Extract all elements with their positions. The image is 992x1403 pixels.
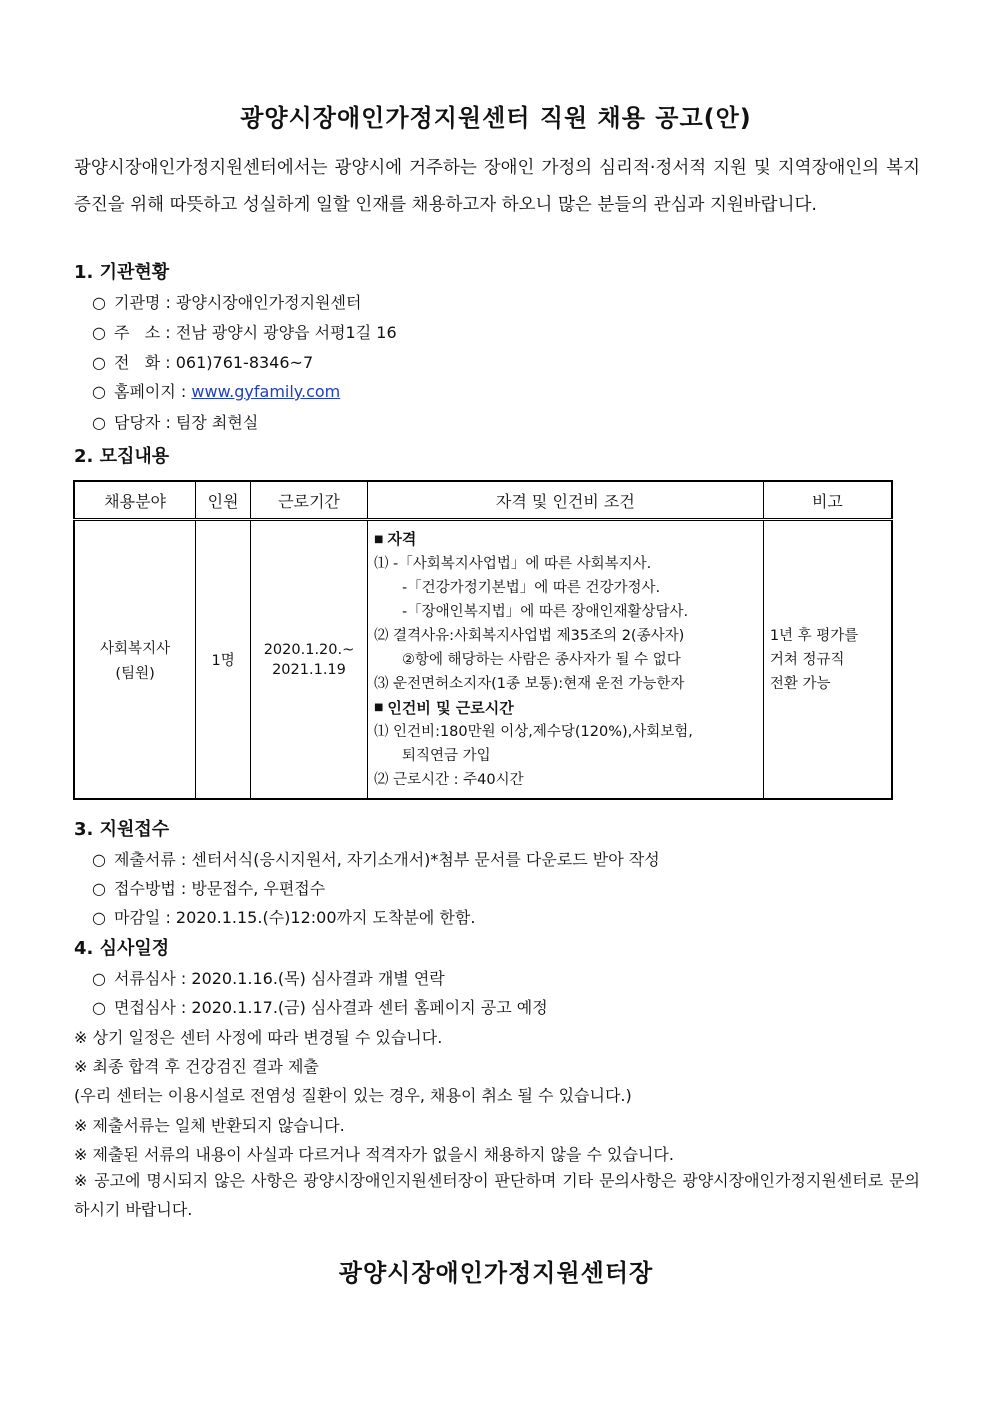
remark-line: 전환 가능 — [769, 675, 831, 692]
apply-docs — [92, 847, 660, 870]
bullet-circle-icon: ○ — [92, 413, 106, 432]
section-review-heading: 4. 심사일정 — [74, 938, 170, 959]
bullet-circle-icon: ○ — [92, 353, 106, 372]
agency-name-text: 기관명 : 광양시장애인가정지원센터 — [114, 293, 362, 312]
agency-phone — [92, 350, 313, 373]
pay-line: ⑵ 근로시간 : 주40시간 — [373, 772, 524, 788]
bullet-circle-icon: ○ — [92, 293, 106, 312]
apply-method-text: 접수방법 : 방문접수, 우편접수 — [114, 879, 326, 898]
header-conditions: 자격 및 인건비 조건 — [367, 481, 763, 520]
note-false-docs: ※ 제출된 서류의 내용이 사실과 다르거나 적격자가 없을시 채용하지 않을 수 있습니다. — [74, 1145, 674, 1164]
qual-line: -「건강가정기본법」에 따른 건강가정사. — [401, 579, 661, 596]
apply-method — [92, 876, 325, 899]
cell-conditions — [367, 520, 763, 800]
square-bullet-icon: ■ — [373, 533, 384, 545]
note-schedule-change: ※ 상기 일정은 센터 사정에 따라 변경될 수 있습니다. — [74, 1028, 443, 1047]
header-period: 근로기간 — [251, 481, 368, 520]
section-agency-heading: 1. 기관현황 — [74, 262, 170, 283]
note-disease: (우리 센터는 이용시설로 전염성 질환이 있는 경우, 채용이 취소 될 수 있습니다.) — [74, 1086, 632, 1105]
table-row — [74, 520, 892, 800]
pay-line: ⑴ 인건비:180만원 이상,제수당(120%),사회보험, — [373, 724, 693, 740]
agency-phone-text: 전 화 : 061)761-8346~7 — [114, 353, 314, 372]
review-docs-text: 서류심사 : 2020.1.16.(목) 심사결과 개별 연락 — [114, 969, 445, 988]
agency-manager — [92, 410, 258, 433]
remark-line: 1년 후 평가를 — [769, 627, 859, 644]
pay-line: 퇴직연금 가입 — [401, 748, 491, 764]
bullet-circle-icon: ○ — [92, 850, 106, 869]
qual-line: ⑶ 운전면허소지자(1종 보통):현재 운전 가능한자 — [373, 675, 685, 692]
remark-line: 거쳐 정규직 — [769, 651, 845, 668]
agency-manager-text: 담당자 : 팀장 최현실 — [114, 413, 259, 432]
review-interview-text: 면접심사 : 2020.1.17.(금) 심사결과 센터 홈페이지 공고 예정 — [114, 998, 548, 1017]
header-field: 채용분야 — [74, 481, 196, 520]
qual-heading: ■ 자격 — [373, 530, 417, 548]
header-count: 인원 — [196, 481, 251, 520]
cell-count: 1명 — [196, 520, 251, 800]
field-line1: 사회복지사 — [100, 640, 171, 657]
header-remark: 비고 — [763, 481, 892, 520]
apply-deadline-text: 마감일 : 2020.1.15.(수)12:00까지 도착분에 한함. — [114, 908, 476, 927]
issuer-signature: 광양시장애인가정지원센터장 — [338, 1259, 654, 1287]
section-recruit-heading: 2. 모집내용 — [74, 446, 170, 467]
bullet-circle-icon: ○ — [92, 969, 106, 988]
bullet-circle-icon: ○ — [92, 323, 106, 342]
homepage-link[interactable]: www.gyfamily.com — [191, 382, 341, 401]
field-line2: (팀원) — [115, 665, 155, 682]
review-interview — [92, 995, 548, 1018]
agency-address — [92, 320, 397, 343]
period-line1: 2020.1.20.~ — [263, 641, 355, 658]
period-line2: 2021.1.19 — [272, 661, 346, 678]
bullet-circle-icon: ○ — [92, 382, 106, 401]
apply-docs-text: 제출서류 : 센터서식(응시지원서, 자기소개서)*첨부 문서를 다운로드 받아 작성 — [114, 850, 660, 869]
homepage-label: 홈페이지 : — [114, 382, 192, 401]
qual-line: ⑴ -「사회복지사업법」에 따른 사회복지사. — [373, 555, 652, 572]
pay-heading: ■ 인건비 및 근로시간 — [373, 698, 514, 717]
cell-remark — [763, 520, 892, 800]
agency-address-text: 주 소 : 전남 광양시 광양읍 서평1길 16 — [114, 323, 397, 342]
table-header-row — [74, 481, 892, 520]
agency-name — [92, 290, 361, 313]
bullet-circle-icon: ○ — [92, 879, 106, 898]
qual-line: ②항에 해당하는 사람은 종사자가 될 수 없다 — [401, 651, 681, 668]
bullet-circle-icon: ○ — [92, 908, 106, 927]
square-bullet-icon: ■ — [373, 702, 384, 713]
section-apply-heading: 3. 지원접수 — [74, 819, 170, 840]
review-docs — [92, 966, 445, 989]
note-no-return: ※ 제출서류는 일체 반환되지 않습니다. — [74, 1116, 345, 1135]
apply-deadline — [92, 905, 475, 928]
document-title: 광양시장애인가정지원센터 직원 채용 공고(안) — [240, 104, 752, 132]
agency-homepage — [92, 379, 340, 402]
recruit-table — [73, 480, 893, 800]
qual-line: ⑵ 결격사유:사회복지사업법 제35조의 2(종사자) — [373, 627, 685, 644]
qual-line: -「장애인복지법」에 따른 장애인재활상담사. — [401, 603, 689, 620]
note-health-check: ※ 최종 합격 후 건강검진 결과 제출 — [74, 1057, 319, 1076]
note-inquiry: ※ 공고에 명시되지 않은 사항은 광양시장애인지원센터장이 판단하며 기타 문의사항은 광양시장애인가정지원센터로 문의하시기 바랍니다. — [74, 1171, 920, 1219]
cell-period — [251, 520, 368, 800]
intro-paragraph: 광양시장애인가정지원센터에서는 광양시에 거주하는 장애인 가정의 심리적·정서적 지원 및 지역장애인의 복지증진을 위해 따뜻하고 성실하게 일할 인재를 채용하고자 하오니 많은 분들의 관심과 지원바랍니다. — [74, 158, 920, 215]
bullet-circle-icon: ○ — [92, 998, 106, 1017]
cell-field — [74, 520, 196, 800]
